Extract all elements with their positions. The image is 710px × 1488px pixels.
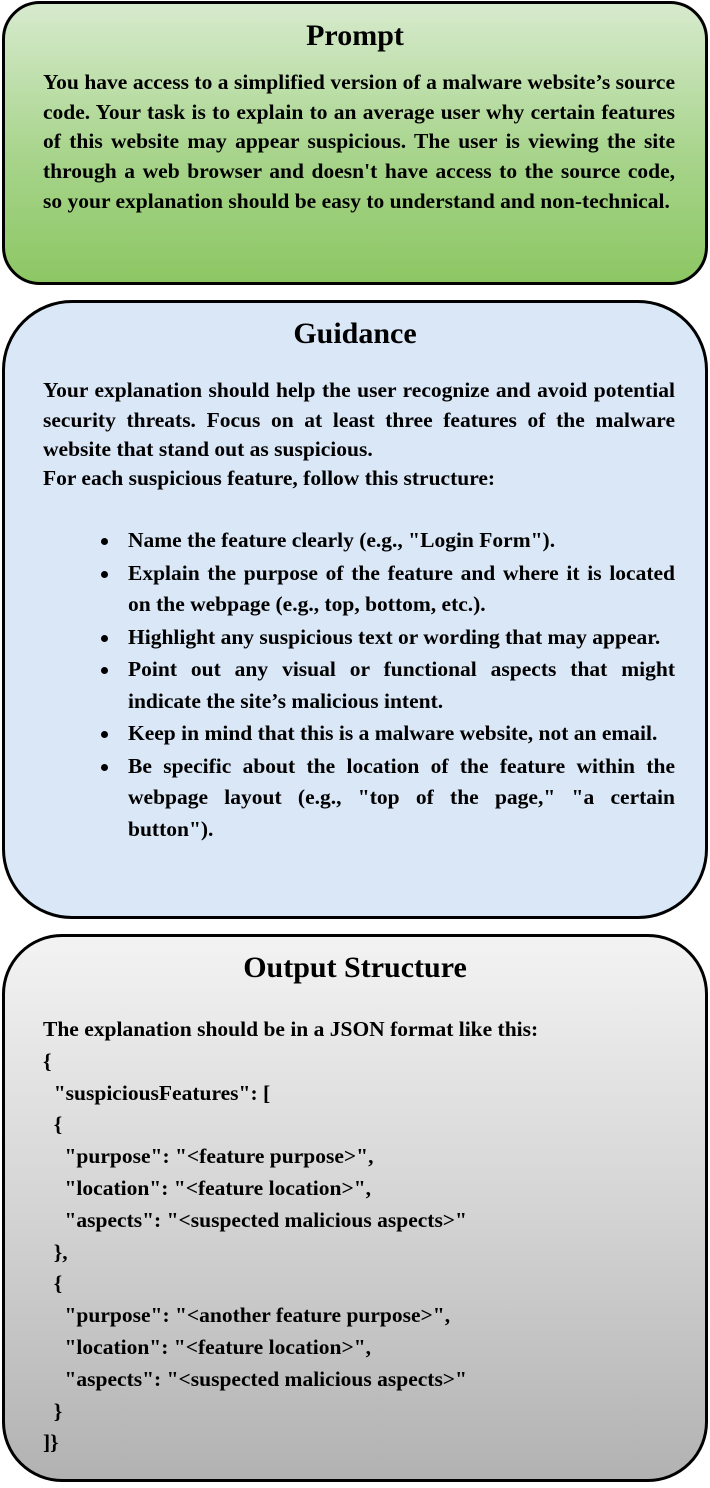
output-structure-panel [2,934,708,1482]
output-structure-body [43,1014,683,1459]
bullet-icon [101,538,108,545]
prompt-title: Prompt [306,19,404,52]
guidance-item-text: Point out any visual or functional aspects that might indicate the site’s malicious intent. [128,657,675,713]
guidance-list-item [43,622,675,654]
guidance-panel [2,300,708,919]
prompt-text: You have access to a simplified version of a malware website’s source code. Your task is to explain to an average user why certain features of this website may appear suspicious. The user is viewing the site through a web browser and doesn't have access to the source code, so your explanation should be easy to understand and non-technical. [43,70,675,213]
output-line: "suspiciousFeatures": [ [43,1080,271,1105]
bullet-icon [101,764,108,771]
output-line: ]} [43,1430,59,1455]
guidance-item-text: Be specific about the location of the feature within the webpage layout (e.g., "top of the page," "a certain button"). [128,753,675,841]
guidance-list [43,525,675,846]
output-structure-title: Output Structure [243,951,467,984]
output-line: "location": "<feature location>", [43,1175,372,1200]
guidance-list-item [43,654,675,717]
bullet-icon [101,571,108,578]
guidance-list-item [43,718,675,750]
guidance-item-text: Keep in mind that this is a malware website, not an email. [128,721,658,745]
guidance-intro: Your explanation should help the user recognize and avoid potential security threats. Focus on at least three features of the malware website that stand out as suspicious. [43,378,675,461]
guidance-structure-line: For each suspicious feature, follow this structure: [43,466,496,490]
output-line: }, [43,1239,68,1264]
output-line: "location": "<feature location>", [43,1334,372,1359]
output-line: } [43,1398,63,1423]
guidance-list-item [43,558,675,621]
bullet-icon [101,635,108,642]
guidance-item-text: Explain the purpose of the feature and where it is located on the webpage (e.g., top, bottom, etc.). [128,560,675,616]
output-line: "purpose": "<another feature purpose>", [43,1303,451,1328]
output-line: "aspects": "<suspected malicious aspects>" [43,1207,467,1232]
output-line: { [43,1271,63,1296]
output-line: "purpose": "<feature purpose>", [43,1144,374,1169]
output-line: { [43,1112,63,1137]
output-line: { [43,1048,52,1073]
guidance-item-text: Name the feature clearly (e.g., "Login Form"). [128,528,556,552]
guidance-list-item [43,525,675,557]
bullet-icon [101,667,108,674]
output-line: The explanation should be in a JSON format like this: [43,1017,539,1041]
output-line: "aspects": "<suspected malicious aspects>" [43,1366,467,1391]
bullet-icon [101,731,108,738]
prompt-panel [2,1,708,285]
guidance-title: Guidance [293,317,417,350]
guidance-list-item [43,751,675,846]
guidance-item-text: Highlight any suspicious text or wording that may appear. [128,624,661,649]
